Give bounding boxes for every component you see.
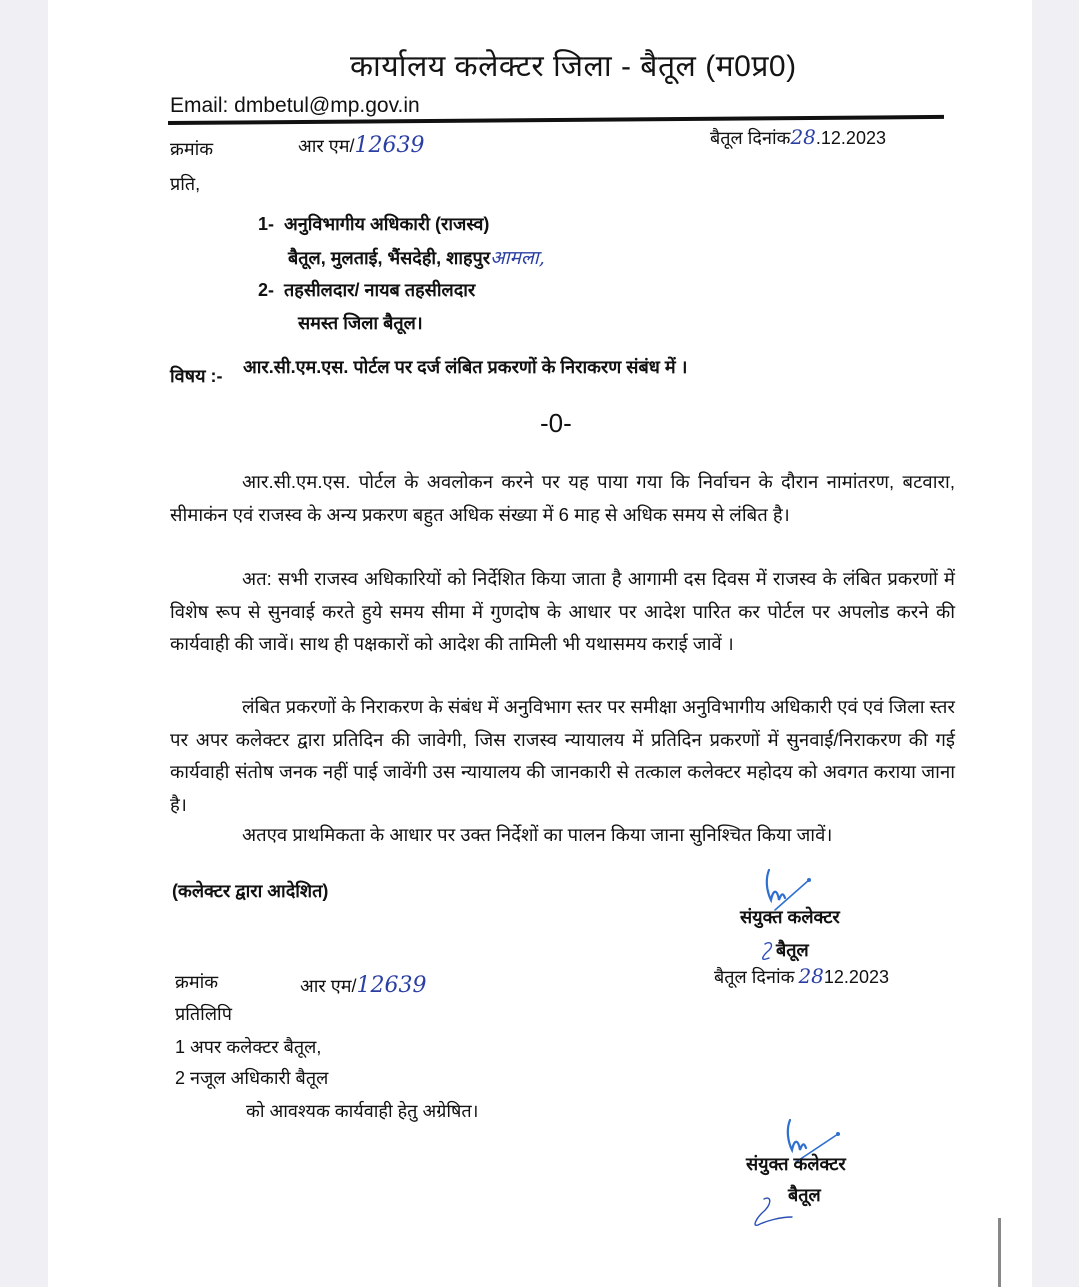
paragraph-1 [170,466,955,531]
reference-prefix: आर एम/ [298,136,355,156]
reference-number [298,133,424,158]
paragraph-2-text: अत: सभी राजस्व अधिकारियों को निर्देशित किया जाता है आगामी दस दिवस में राजस्व के लंबित प्रकरणों में विशेष रूप से सुनवाई करते हुये समय सीमा में गुणदोष के आधार पर आदेश पारित कर पोर्टल पर अपलोड करने की कार्यवाही की जावें। साथ ही पक्षकारों को आदेश की तामिली भी यथासमय कराई जावें । [170,568,955,654]
addressee-1 [258,212,489,236]
copy-reference-prefix: आर एम/ [300,976,357,996]
copy-to-item-1: 1 अपर कलेक्टर बैतूल, [175,1037,322,1057]
office-title: कार्यालय कलेक्टर जिला - बैतूल (म0प्र0) [350,50,797,83]
handwritten-amla: आमला, [490,247,545,269]
page-edge-mark [998,1218,1001,1287]
addressee-1-num: 1- [258,214,275,234]
paragraph-4 [170,819,955,852]
addressee-1-places [288,244,545,270]
signature-2-designation: संयुक्त कलेक्टर [746,1154,846,1174]
addressee-2-num: 2- [258,280,275,300]
addressee-1-line2: बैतूल, मुलताई, भैंसदेही, शाहपुर [288,248,491,268]
addressee-2-line2: समस्त जिला बैतूल। [298,313,423,333]
copy-reference-number [300,973,426,998]
addressee-2 [258,278,475,302]
signature-2-place: बैतूल [788,1185,821,1205]
subject-label: विषय :- [170,366,223,386]
signature-1-place: बैतूल [776,940,809,960]
date-rest: .12.2023 [815,128,886,148]
copy-place-date-label: बैतूल दिनांक [714,967,795,987]
initial-2-icon [750,1195,800,1236]
separator: -0- [540,408,572,438]
paragraph-4-text: अतएव प्राथमिकता के आधार पर उक्त निर्देशों का पालन किया जाना सुनिश्चित किया जावें। [242,824,833,845]
paragraph-3-text: लंबित प्रकरणों के निराकरण के संबंध में अनुविभाग स्तर पर समीक्षा अनुविभागीय अधिकारी एवं एवं जिला स्तर पर अपर कलेक्टर द्वारा प्रतिदिन की जावेगी, जिस राजस्व न्यायालय में प्रतिदिन प्रकरणों में सुनवाई/निराकरण की गई कार्यवाही संतोष जनक नहीं पाई जावेंगी उस न्यायालय की जानकारी से तत्काल कलेक्टर महोदय को अवगत कराया जाना है। [170,696,955,815]
copy-reference-number-handwritten: 12639 [356,973,427,998]
prati-label: प्रति, [170,174,201,194]
signature-1-designation: संयुक्त कलेक्टर [740,907,840,927]
subject-text: आर.सी.एम.एस. पोर्टल पर दर्ज लंबित प्रकरणों के निराकरण संबंध में । [243,357,688,377]
reference-number-handwritten: 12639 [354,133,425,158]
addressee-2-line1: तहसीलदार/ नायब तहसीलदार [284,280,476,300]
place-date-label: बैतूल दिनांक [710,128,791,148]
paragraph-1-text: आर.सी.एम.एस. पोर्टल के अवलोकन करने पर यह पाया गया कि निर्वाचन के दौरान नामांतरण, बटवारा, सीमाकंन एवं राजस्व के अन्य प्रकरण बहुत अधिक संख्या में 6 माह से अधिक समय से लंबित है। [170,471,955,525]
copy-date-rest: 12.2023 [823,967,889,987]
copy-place-date [714,964,889,989]
place-date [710,125,886,150]
copy-to-closing: को आवश्यक कार्यवाही हेतु अग्रेषित। [246,1101,479,1121]
paragraph-3 [170,691,955,821]
kramank-label: क्रमांक [170,139,214,159]
addressee-1-line1: अनुविभागीय अधिकारी (राजस्व) [284,214,490,234]
ordered-by: (कलेक्टर द्वारा आदेशित) [172,881,329,901]
copy-date-day-handwritten: 28 [798,964,824,988]
date-day-handwritten: 28 [790,125,816,149]
copy-to-label: प्रतिलिपि [175,1004,232,1024]
paragraph-2 [170,563,955,661]
copy-to-item-2: 2 नजूल अधिकारी बैतूल [175,1068,329,1088]
copy-kramank-label: क्रमांक [175,972,219,992]
email-address: Email: dmbetul@mp.gov.in [170,94,420,117]
